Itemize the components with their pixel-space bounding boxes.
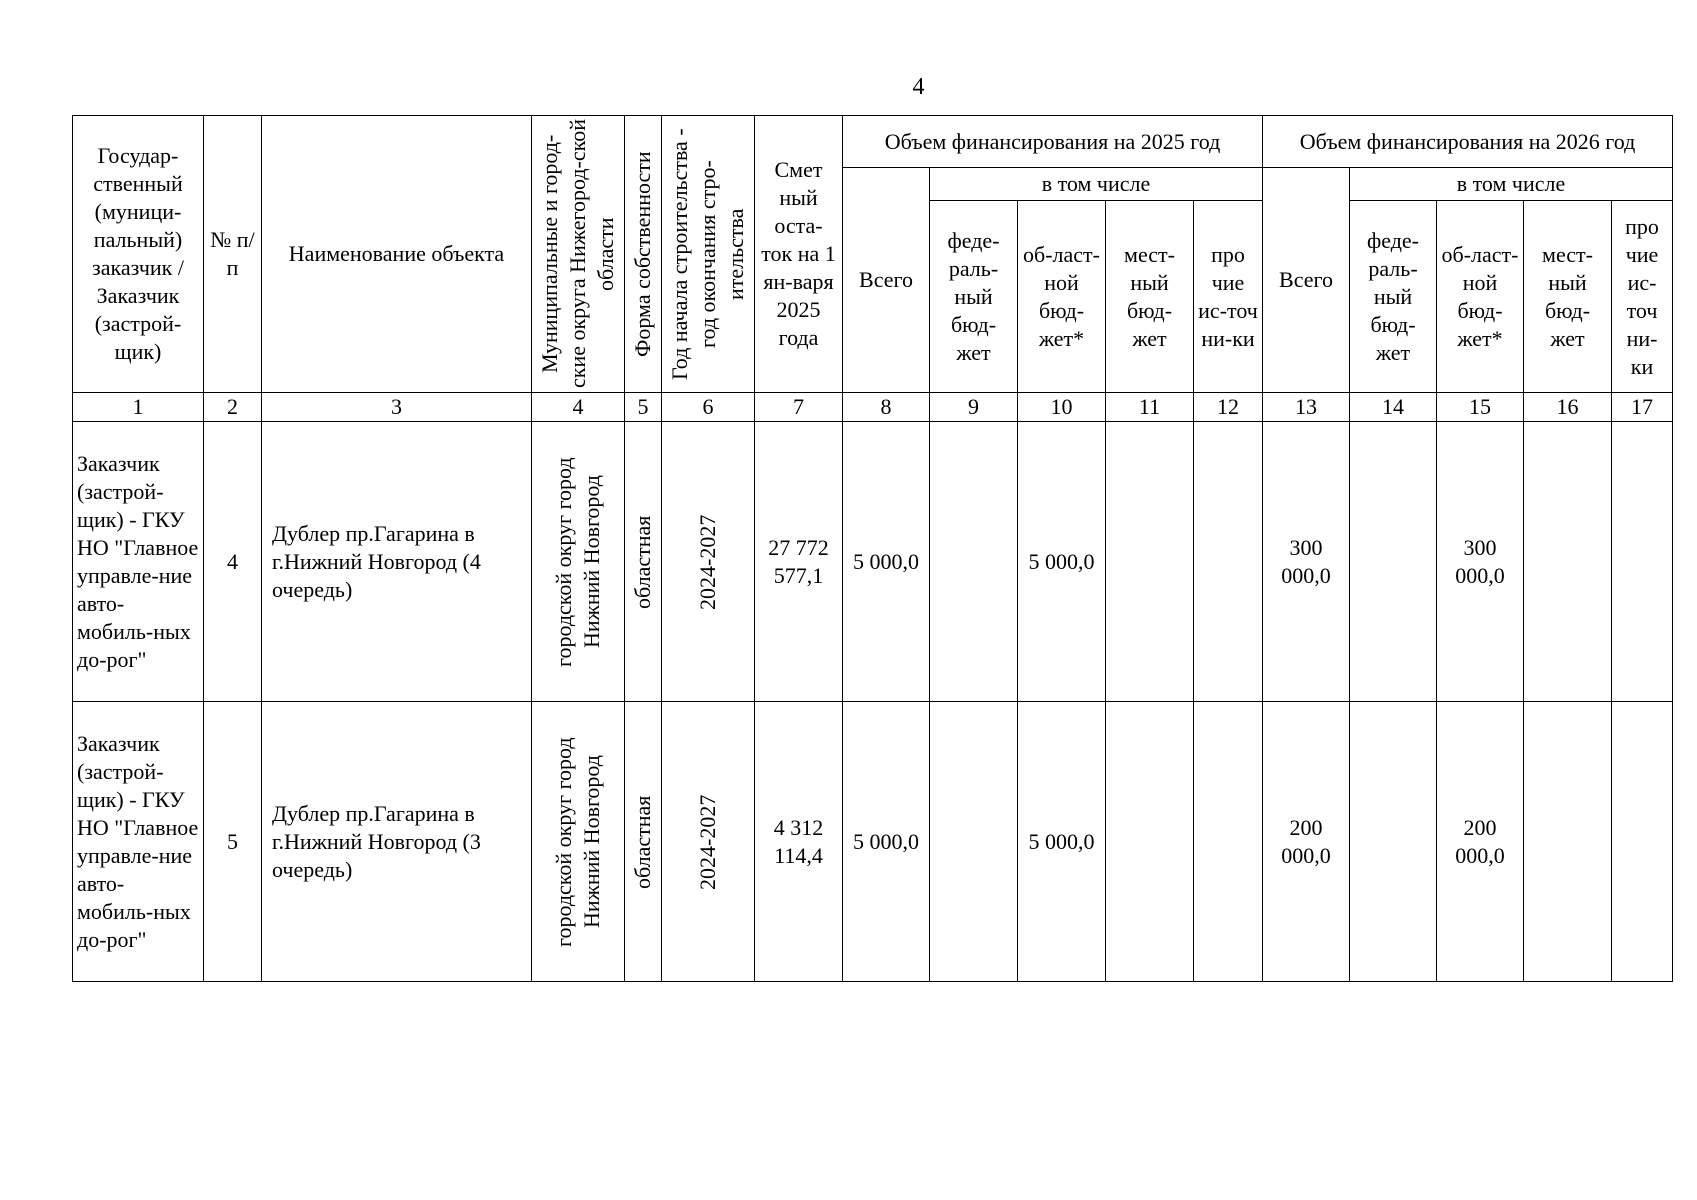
ownership-cell [625, 422, 662, 702]
other-2026 [1612, 702, 1673, 982]
column-number: 4 [532, 393, 625, 422]
header-municipality: Муниципальные и город-ские округа Нижегород-ской области [537, 119, 618, 389]
other-2025 [1194, 422, 1263, 702]
header-municipality-cell [532, 116, 625, 393]
municipality: городской округ город Нижний Новгород [551, 736, 604, 947]
header-regional-2025: об-ласт-ной бюд-жет* [1018, 201, 1106, 393]
table-row [73, 422, 1673, 702]
column-number: 11 [1106, 393, 1194, 422]
customer-cell: Заказчик (застрой-щик) - ГКУ НО "Главное управле-ние авто-мобиль-ных до-рог" [73, 702, 204, 982]
years-cell [662, 422, 755, 702]
column-number: 13 [1263, 393, 1350, 422]
header-including-2026: в том числе [1350, 168, 1673, 201]
page-number: 4 [912, 74, 925, 100]
column-number: 17 [1612, 393, 1673, 422]
estimate: 27 772 577,1 [755, 422, 843, 702]
header-ownership: Форма собственности [630, 151, 655, 357]
years: 2024-2027 [695, 513, 720, 610]
ownership: областная [630, 514, 655, 609]
total-2026: 300 000,0 [1263, 422, 1350, 702]
column-number: 7 [755, 393, 843, 422]
column-number: 16 [1524, 393, 1612, 422]
header-total-2026: Всего [1263, 168, 1350, 393]
regional-2026: 300 000,0 [1437, 422, 1524, 702]
object-name: Дублер пр.Гагарина в г.Нижний Новгород (3 очередь) [262, 702, 532, 982]
regional-2025: 5 000,0 [1018, 702, 1106, 982]
row-number: 4 [204, 422, 262, 702]
header-total-2025: Всего [843, 168, 930, 393]
total-2025: 5 000,0 [843, 702, 930, 982]
years: 2024-2027 [695, 793, 720, 890]
header-fin-2026: Объем финансирования на 2026 год [1263, 116, 1673, 168]
table-row [73, 702, 1673, 982]
header-local-2026: мест-ный бюд-жет [1524, 201, 1612, 393]
header-years: Год начала строительства - год окончания стро-ительства [667, 128, 748, 380]
years-cell [662, 702, 755, 982]
regional-2026: 200 000,0 [1437, 702, 1524, 982]
column-number: 9 [930, 393, 1018, 422]
federal-2025 [930, 422, 1018, 702]
column-number: 10 [1018, 393, 1106, 422]
header-including-2025: в том числе [930, 168, 1263, 201]
federal-2026 [1350, 702, 1437, 982]
municipality-cell [532, 702, 625, 982]
local-2026 [1524, 702, 1612, 982]
column-number: 8 [843, 393, 930, 422]
column-number: 5 [625, 393, 662, 422]
column-number: 14 [1350, 393, 1437, 422]
local-2026 [1524, 422, 1612, 702]
header-ownership-cell [625, 116, 662, 393]
column-number: 12 [1194, 393, 1263, 422]
regional-2025: 5 000,0 [1018, 422, 1106, 702]
header-regional-2026: об-ласт-ной бюд-жет* [1437, 201, 1524, 393]
financing-table [72, 115, 1673, 982]
ownership: областная [630, 794, 655, 889]
header-local-2025: мест-ный бюд-жет [1106, 201, 1194, 393]
header-estimate: Смет ный оста-ток на 1 ян-варя 2025 года [755, 116, 843, 393]
estimate: 4 312 114,4 [755, 702, 843, 982]
other-2025 [1194, 702, 1263, 982]
column-number: 3 [262, 393, 532, 422]
ownership-cell [625, 702, 662, 982]
object-name: Дублер пр.Гагарина в г.Нижний Новгород (4 очередь) [262, 422, 532, 702]
other-2026 [1612, 422, 1673, 702]
header-federal-2025: феде-раль-ный бюд-жет [930, 201, 1018, 393]
local-2025 [1106, 422, 1194, 702]
total-2026: 200 000,0 [1263, 702, 1350, 982]
local-2025 [1106, 702, 1194, 982]
header-other-2025: про чие ис-точ ни-ки [1194, 201, 1263, 393]
header-fin-2025: Объем финансирования на 2025 год [843, 116, 1263, 168]
column-number: 15 [1437, 393, 1524, 422]
row-number: 5 [204, 702, 262, 982]
customer-cell: Заказчик (застрой-щик) - ГКУ НО "Главное управле-ние авто-мобиль-ных до-рог" [73, 422, 204, 702]
federal-2026 [1350, 422, 1437, 702]
header-customer: Государ-ственный (муници-пальный) заказчик / Заказчик (застрой-щик) [73, 116, 204, 393]
total-2025: 5 000,0 [843, 422, 930, 702]
column-numbers-row [73, 393, 1673, 422]
header-federal-2026: феде-раль-ный бюд-жет [1350, 201, 1437, 393]
federal-2025 [930, 702, 1018, 982]
column-number: 6 [662, 393, 755, 422]
header-other-2026: про чие ис-точ ни-ки [1612, 201, 1673, 393]
header-number: № п/п [204, 116, 262, 393]
municipality-cell [532, 422, 625, 702]
column-number: 1 [73, 393, 204, 422]
municipality: городской округ город Нижний Новгород [551, 456, 604, 667]
header-object-name: Наименование объекта [262, 116, 532, 393]
column-number: 2 [204, 393, 262, 422]
header-years-cell [662, 116, 755, 393]
